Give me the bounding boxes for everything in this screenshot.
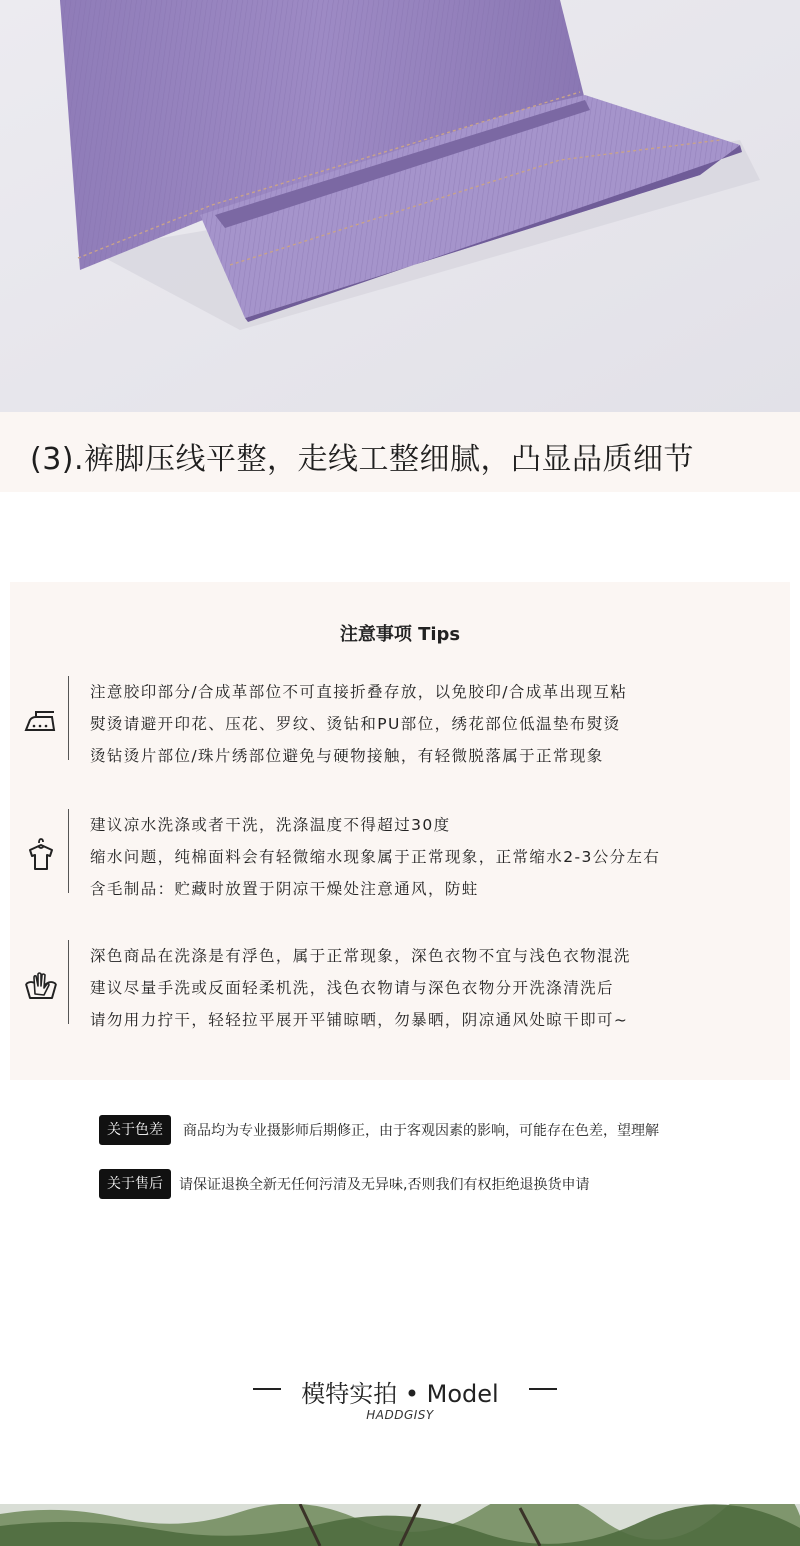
tree-canopy-illustration — [0, 1504, 800, 1546]
tip-line: 深色商品在洗涤是有浮色，属于正常现象，深色衣物不宜与浅色衣物混洗 — [90, 947, 631, 965]
detail-caption: (3).裤脚压线平整，走线工整细腻，凸显品质细节 — [30, 442, 695, 477]
tip-block-washing — [10, 809, 790, 899]
product-photo-hem — [0, 0, 800, 412]
notice-badge: 关于色差 — [99, 1115, 171, 1145]
tip-lines — [90, 809, 660, 905]
care-tips-card — [10, 582, 790, 1080]
notice-text: 商品均为专业摄影师后期修正，由于客观因素的影响，可能存在色差，望理解 — [183, 1123, 659, 1139]
tip-line: 注意胶印部分/合成革部位不可直接折叠存放，以免胶印/合成革出现互粘 — [90, 683, 628, 701]
tip-divider — [68, 676, 69, 760]
tip-line: 熨烫请避开印花、压花、罗纹、烫钻和PU部位，绣花部位低温垫布熨烫 — [90, 715, 621, 733]
tip-line: 建议尽量手洗或反面轻柔机洗，浅色衣物请与深色衣物分开洗涤清洗后 — [90, 979, 614, 997]
detail-caption-band — [0, 412, 800, 492]
tip-divider — [68, 940, 69, 1024]
model-subtitle: HADDGISY — [366, 1408, 434, 1422]
tips-title: 注意事项 Tips — [339, 624, 461, 645]
heading-dash-right — [529, 1388, 557, 1390]
notice-text: 请保证退换全新无任何污清及无异味,否则我们有权拒绝退换货申请 — [179, 1177, 590, 1193]
tip-block-hand-wash — [10, 940, 790, 1030]
hanging-shirt-icon — [20, 833, 62, 875]
hand-wash-icon — [20, 964, 62, 1006]
model-photo-top-edge — [0, 1504, 800, 1546]
tip-lines — [90, 676, 627, 772]
tip-line: 请勿用力拧干，轻轻拉平展开平铺晾晒，勿暴晒，阴凉通风处晾干即可~ — [90, 1011, 629, 1029]
pant-hem-illustration — [0, 0, 800, 412]
tip-divider — [68, 809, 69, 893]
tip-lines — [90, 940, 631, 1036]
tip-line: 含毛制品：贮藏时放置于阴凉干燥处注意通风，防蛀 — [90, 880, 479, 898]
tip-block-ironing — [10, 676, 790, 766]
notice-badge: 关于售后 — [99, 1169, 171, 1199]
model-title: 模特实拍 • Model — [301, 1380, 499, 1408]
tip-line: 缩水问题，纯棉面料会有轻微缩水现象属于正常现象，正常缩水2-3公分左右 — [90, 848, 661, 866]
tip-line: 烫钻烫片部位/珠片绣部位避免与硬物接触，有轻微脱落属于正常现象 — [90, 747, 604, 765]
model-section-heading — [0, 1372, 800, 1432]
iron-icon — [20, 700, 62, 742]
tip-line: 建议凉水洗涤或者干洗，洗涤温度不得超过30度 — [90, 816, 451, 834]
